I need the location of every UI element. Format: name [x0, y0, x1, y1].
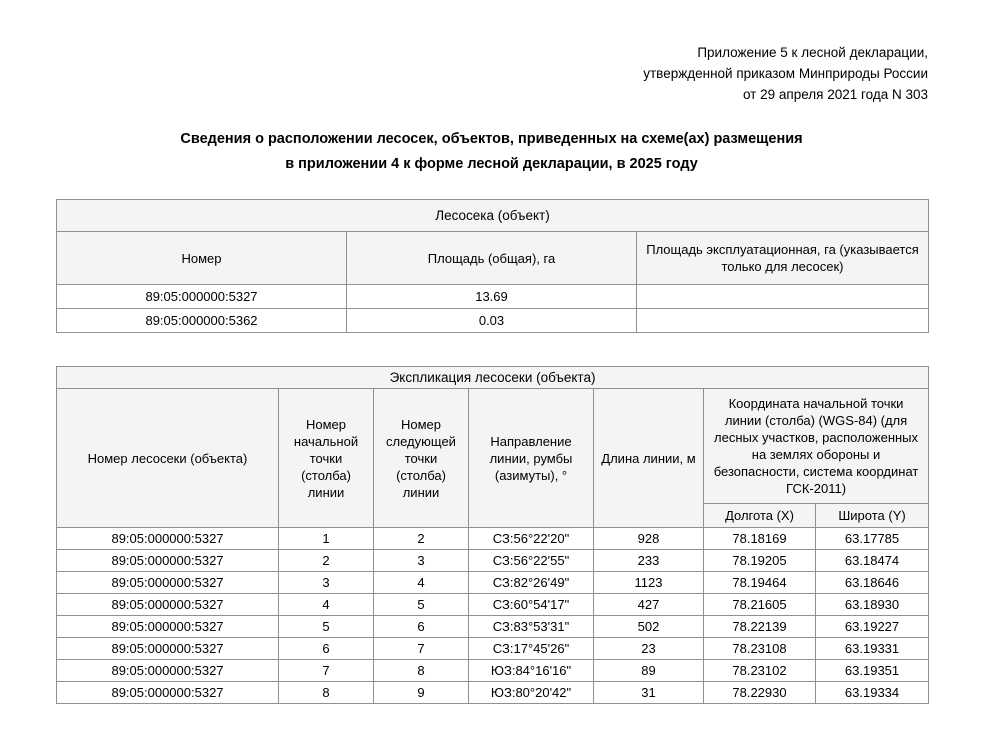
cell-nachalnaya-tochka: 4: [279, 594, 374, 616]
cell-ploshad-obshaya: 0.03: [347, 309, 637, 333]
lesoseka-group-header: Лесосека (объект): [57, 200, 929, 232]
cell-nomer-lesoseki: 89:05:000000:5327: [57, 572, 279, 594]
cell-ploshad-obshaya: 13.69: [347, 285, 637, 309]
cell-napravlenie: СЗ:17°45'26": [469, 638, 594, 660]
cell-shirota: 63.19351: [816, 660, 929, 682]
cell-nachalnaya-tochka: 8: [279, 682, 374, 704]
document-header: [0, 0, 983, 105]
cell-nomer-lesoseki: 89:05:000000:5327: [57, 550, 279, 572]
cell-nachalnaya-tochka: 6: [279, 638, 374, 660]
cell-dolgota: 78.23102: [704, 660, 816, 682]
table-header-row: [57, 389, 929, 504]
table-group-header-row: [57, 200, 929, 232]
table-row: [57, 550, 929, 572]
cell-dolgota: 78.19205: [704, 550, 816, 572]
cell-shirota: 63.19331: [816, 638, 929, 660]
table-row: [57, 682, 929, 704]
cell-dlina: 89: [594, 660, 704, 682]
cell-dolgota: 78.22930: [704, 682, 816, 704]
cell-napravlenie: СЗ:60°54'17": [469, 594, 594, 616]
cell-napravlenie: ЮЗ:80°20'42": [469, 682, 594, 704]
page-title-line-2: в приложении 4 к форме лесной декларации, в 2025 году: [285, 156, 698, 172]
col-header-koordinata: Координата начальной точки линии (столба) (WGS-84) (для лесных участков, расположенных на землях обороны и безопасности, система координат ГСК-2011): [704, 389, 929, 504]
page-title-line-1: Сведения о расположении лесосек, объектов, приведенных на схеме(ах) размещения: [180, 131, 803, 147]
cell-shirota: 63.17785: [816, 528, 929, 550]
cell-dlina: 1123: [594, 572, 704, 594]
cell-napravlenie: СЗ:56°22'55": [469, 550, 594, 572]
cell-nomer-lesoseki: 89:05:000000:5327: [57, 638, 279, 660]
cell-dlina: 502: [594, 616, 704, 638]
cell-sleduyushchaya-tochka: 9: [374, 682, 469, 704]
cell-dolgota: 78.19464: [704, 572, 816, 594]
col-header-nomer-lesoseki: Номер лесосеки (объекта): [57, 389, 279, 528]
cell-ploshad-ekspluatacionnaya: [637, 285, 929, 309]
col-header-dolgota: Долгота (X): [704, 504, 816, 528]
table-row: [57, 309, 929, 333]
cell-sleduyushchaya-tochka: 2: [374, 528, 469, 550]
cell-napravlenie: СЗ:82°26'49": [469, 572, 594, 594]
cell-ploshad-ekspluatacionnaya: [637, 309, 929, 333]
cell-nachalnaya-tochka: 7: [279, 660, 374, 682]
col-header-nomer-nachalnoy-tochki: Номер начальной точки (столба) линии: [279, 389, 374, 528]
cell-nomer-lesoseki: 89:05:000000:5327: [57, 616, 279, 638]
cell-dolgota: 78.18169: [704, 528, 816, 550]
cell-dlina: 233: [594, 550, 704, 572]
cell-nomer: 89:05:000000:5362: [57, 309, 347, 333]
table-group-header-row: [57, 367, 929, 389]
cell-sleduyushchaya-tochka: 6: [374, 616, 469, 638]
cell-dlina: 928: [594, 528, 704, 550]
cell-nachalnaya-tochka: 1: [279, 528, 374, 550]
header-line-1: Приложение 5 к лесной декларации,: [697, 45, 928, 60]
table-header-row: [57, 232, 929, 285]
cell-napravlenie: СЗ:83°53'31": [469, 616, 594, 638]
cell-dlina: 427: [594, 594, 704, 616]
cell-nomer: 89:05:000000:5327: [57, 285, 347, 309]
page-title: [0, 127, 983, 177]
cell-nachalnaya-tochka: 2: [279, 550, 374, 572]
cell-sleduyushchaya-tochka: 8: [374, 660, 469, 682]
header-line-2: утвержденной приказом Минприроды России: [643, 66, 928, 81]
cell-shirota: 63.18646: [816, 572, 929, 594]
cell-napravlenie: СЗ:56°22'20": [469, 528, 594, 550]
cell-sleduyushchaya-tochka: 7: [374, 638, 469, 660]
cell-sleduyushchaya-tochka: 5: [374, 594, 469, 616]
cell-dolgota: 78.21605: [704, 594, 816, 616]
cell-dolgota: 78.22139: [704, 616, 816, 638]
header-line-3: от 29 апреля 2021 года N 303: [742, 87, 928, 102]
cell-shirota: 63.19227: [816, 616, 929, 638]
cell-nomer-lesoseki: 89:05:000000:5327: [57, 660, 279, 682]
col-header-nomer-sleduyushchey-tochki: Номер следующей точки (столба) линии: [374, 389, 469, 528]
cell-sleduyushchaya-tochka: 4: [374, 572, 469, 594]
cell-nomer-lesoseki: 89:05:000000:5327: [57, 528, 279, 550]
col-header-nomer: Номер: [57, 232, 347, 285]
table-row: [57, 594, 929, 616]
table-row: [57, 285, 929, 309]
table-row: [57, 528, 929, 550]
cell-sleduyushchaya-tochka: 3: [374, 550, 469, 572]
table-row: [57, 660, 929, 682]
table-row: [57, 572, 929, 594]
cell-shirota: 63.19334: [816, 682, 929, 704]
cell-napravlenie: ЮЗ:84°16'16": [469, 660, 594, 682]
cell-dolgota: 78.23108: [704, 638, 816, 660]
cell-dlina: 23: [594, 638, 704, 660]
col-header-dlina-linii: Длина линии, м: [594, 389, 704, 528]
cell-nachalnaya-tochka: 5: [279, 616, 374, 638]
col-header-shirota: Широта (Y): [816, 504, 929, 528]
col-header-ploshad-obshaya: Площадь (общая), га: [347, 232, 637, 285]
cell-nachalnaya-tochka: 3: [279, 572, 374, 594]
lesoseka-table: [56, 199, 929, 333]
cell-dlina: 31: [594, 682, 704, 704]
cell-shirota: 63.18930: [816, 594, 929, 616]
col-header-napravlenie-linii: Направление линии, румбы (азимуты), °: [469, 389, 594, 528]
cell-nomer-lesoseki: 89:05:000000:5327: [57, 682, 279, 704]
eksplikaciya-table: [56, 366, 929, 704]
table-row: [57, 616, 929, 638]
table-row: [57, 638, 929, 660]
cell-shirota: 63.18474: [816, 550, 929, 572]
cell-nomer-lesoseki: 89:05:000000:5327: [57, 594, 279, 616]
col-header-ploshad-ekspluatacionnaya: Площадь эксплуатационная, га (указывается только для лесосек): [637, 232, 929, 285]
eksplikaciya-group-header: Экспликация лесосеки (объекта): [57, 367, 929, 389]
